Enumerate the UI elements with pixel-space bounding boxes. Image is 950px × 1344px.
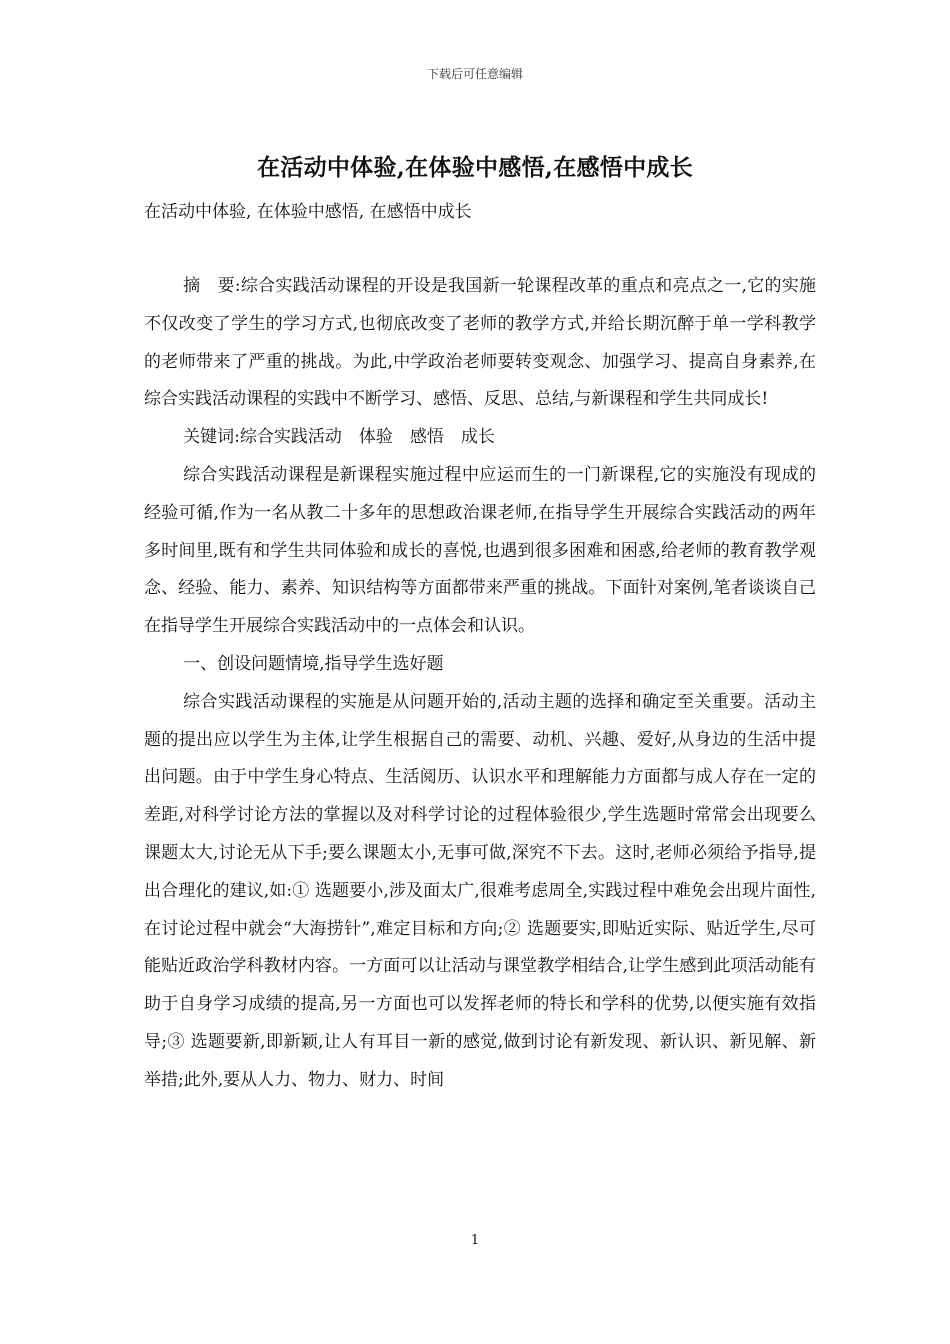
abstract-paragraph: 摘 要:综合实践活动课程的开设是我国新一轮课程改革的重点和亮点之一,它的实施不仅改变了学生的学习方式,也彻底改变了老师的教学方式,并给长期沉醉于单一学科教学的老师带来了严重的挑战。为此,中学政治老师要转变观念、加强学习、提高自身素养,在综合实践活动课程的实践中不断学习、感悟、反思、总结,与新课程和学生共同成长! bbox=[144, 276, 816, 410]
keywords-paragraph: 关键词:综合实践活动 体验 感悟 成长 bbox=[183, 427, 495, 448]
document-subtitle: 在活动中体验, 在体验中感悟, 在感悟中成长 bbox=[144, 202, 472, 222]
document-body bbox=[144, 268, 816, 1100]
section-paragraph: 综合实践活动课程的实施是从问题开始的,活动主题的选择和确定至关重要。活动主题的提出应以学生为主体,让学生根据自己的需要、动机、兴趣、爱好,从身边的生活中提出问题。由于中学生身心特点、生活阅历、认识水平和理解能力方面都与成人存在一定的差距,对科学讨论方法的掌握以及对科学讨论的过程体验很少,学生选题时常常会出现要么课题太大,讨论无从下手;要么课题太小,无事可做,深究不下去。这时,老师必须给予指导,提出合理化的建议,如:① 选题要小,涉及面太广,很难考虑周全,实践过程中难免会出现片面性,在讨论过程中就会“大海捞针”,难定目标和方向;② 选题要实,即贴近实际、贴近学生,尽可能贴近政治学科教材内容。一方面可以让活动与课堂教学相结合,让学生感到此项活动能有助于自身学习成绩的提高,另一方面也可以发挥老师的特长和学科的优势,以便实施有效指导;③ 选题要新,即新颖,让人有耳目一新的感觉,做到讨论有新发现、新认识、新见解、新举措;此外,要从人力、物力、财力、时间 bbox=[144, 691, 816, 1090]
intro-paragraph: 综合实践活动课程是新课程实施过程中应运而生的一门新课程,它的实施没有现成的经验可循,作为一名从教二十多年的思想政治课老师,在指导学生开展综合实践活动的两年多时间里,既有和学生共同体验和成长的喜悦,也遇到很多困难和困惑,给老师的教育教学观念、经验、能力、素养、知识结构等方面都带来严重的挑战。下面针对案例,笔者谈谈自己在指导学生开展综合实践活动中的一点体会和认识。 bbox=[144, 464, 816, 637]
page-number: 1 bbox=[470, 1233, 480, 1248]
section-heading: 一、创设问题情境,指导学生选好题 bbox=[183, 653, 444, 674]
document-title: 在活动中体验,在体验中感悟,在感悟中成长 bbox=[256, 154, 693, 181]
page-header-note: 下载后可任意编辑 bbox=[426, 67, 523, 81]
